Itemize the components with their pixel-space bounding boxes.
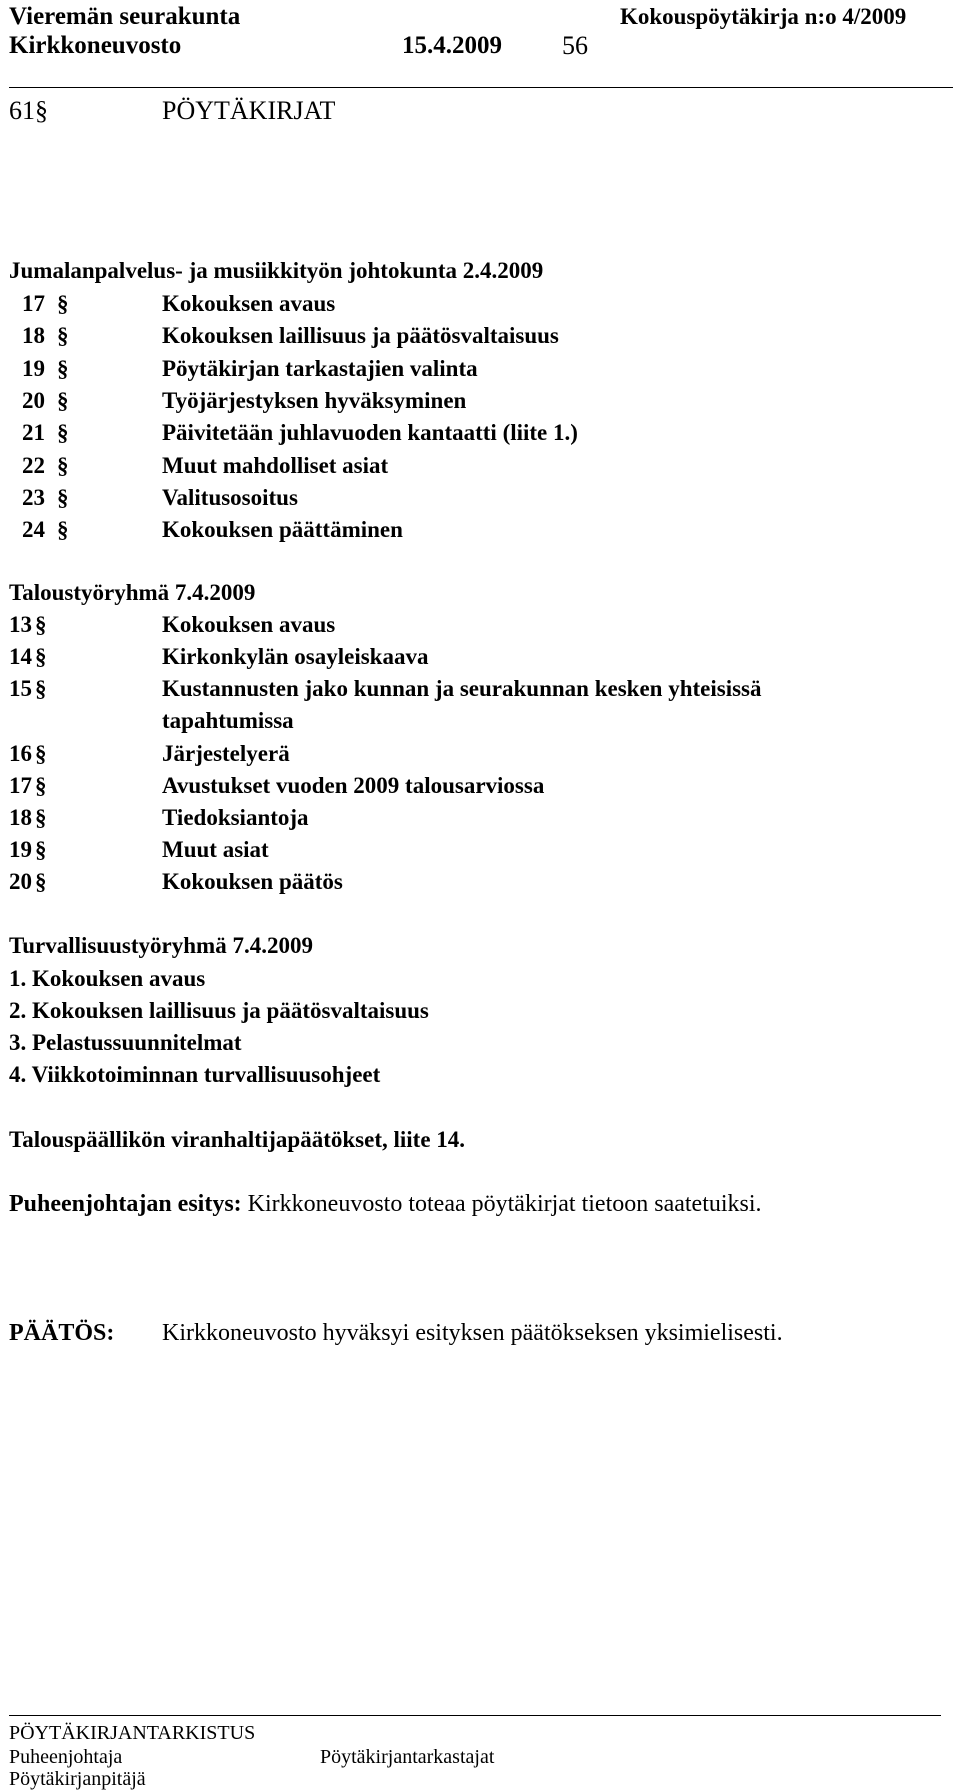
section-mark: §: [35, 96, 48, 125]
document-id: Kokouspöytäkirja n:o 4/2009: [620, 4, 907, 29]
list-item: 3. Pelastussuunnitelmat: [9, 1030, 242, 1055]
meeting-date: 15.4.2009: [402, 32, 502, 59]
header-rule: [9, 87, 953, 88]
group1-heading: Jumalanpalvelus- ja musiikkityön johtokunta 2.4.2009: [9, 258, 544, 283]
section-heading: [9, 96, 48, 126]
section-number: 61: [9, 96, 35, 125]
secretary-signature-label: Pöytäkirjanpitäjä: [9, 1768, 146, 1790]
group3-heading: Turvallisuustyöryhmä 7.4.2009: [9, 933, 313, 958]
org-name: Vieremän seurakunta: [9, 3, 241, 30]
checkers-signature-label: Pöytäkirjantarkastajat: [320, 1746, 495, 1768]
list-item: 1. Kokouksen avaus: [9, 966, 206, 991]
page-number: 56: [562, 31, 588, 60]
list-item: 2. Kokouksen laillisuus ja päätösvaltaisuus: [9, 998, 429, 1023]
decisions-note: Talouspäällikön viranhaltijapäätökset, liite 14.: [9, 1127, 466, 1152]
proposal-paragraph: [9, 1189, 762, 1219]
decision-label: PÄÄTÖS:: [9, 1320, 115, 1346]
proposal-text: Kirkkoneuvosto toteaa pöytäkirjat tietoon saatetuiksi.: [247, 1191, 762, 1217]
section-title: PÖYTÄKIRJAT: [162, 96, 336, 125]
group2-heading: Taloustyöryhmä 7.4.2009: [9, 580, 256, 605]
footer-title: PÖYTÄKIRJANTARKISTUS: [9, 1722, 256, 1744]
proposal-label: Puheenjohtajan esitys:: [9, 1191, 242, 1217]
list-item: 4. Viikkotoiminnan turvallisuusohjeet: [9, 1062, 381, 1087]
body-name: Kirkkoneuvosto: [9, 32, 182, 59]
decision-text: Kirkkoneuvosto hyväksyi esityksen päätökseksen yksimielisesti.: [162, 1320, 783, 1346]
footer-rule: [9, 1715, 941, 1716]
chair-signature-label: Puheenjohtaja: [9, 1746, 123, 1768]
